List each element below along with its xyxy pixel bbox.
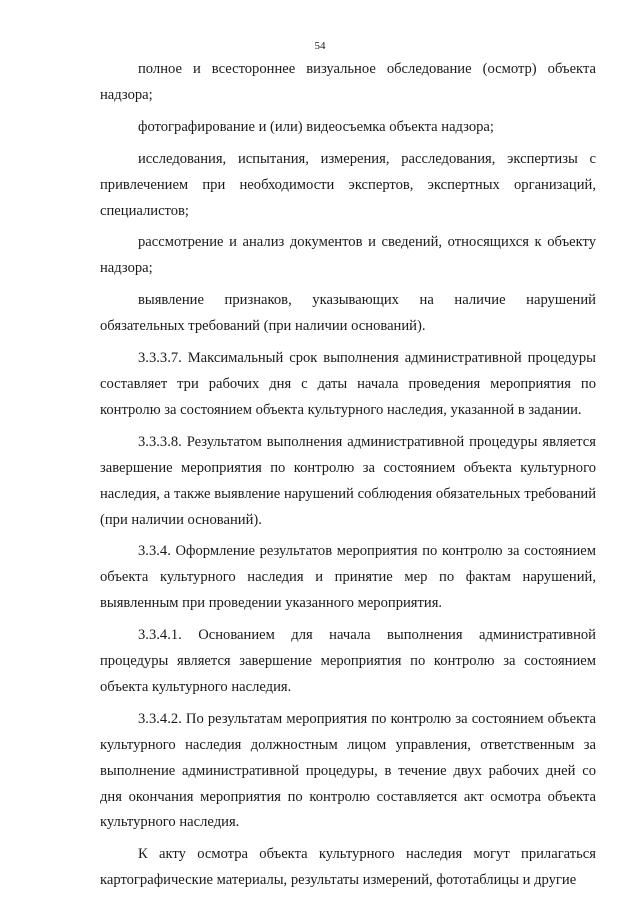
paragraph-research: исследования, испытания, измерения, расследования, экспертизы с привлечением при необходимости экспертов, экспертных организаций, специалистов; [100,150,596,219]
paragraph-3-3-4-1: 3.3.4.1. Основанием для начала выполнения административной процедуры является завершение мероприятия по контролю за состоянием объекта культурного наследия. [100,627,596,695]
page-number: 54 [314,40,326,52]
paragraph-3-3-4: 3.3.4. Оформление результатов мероприятия по контролю за состоянием объекта культурного наследия и принятие мер по фактам нарушений, выявленным при проведении указанного мероприятия. [100,543,596,612]
paragraph-attachments: К акту осмотра объекта культурного наследия могут прилагаться картографические материалы, результаты измерений, фототаблицы и другие [100,846,596,889]
paragraph-3-3-3-8: 3.3.3.8. Результатом выполнения административной процедуры является завершение мероприятия по контролю за состоянием объекта культурного наследия, а также выявление нарушений соблюдения обязательных требований (при наличии оснований). [100,433,596,528]
paragraph-photo: фотографирование и (или) видеосъемка объекта надзора; [138,118,494,135]
document-body [100,57,596,894]
paragraph-inspection: полное и всестороннее визуальное обследование (осмотр) объекта надзора; [100,61,596,103]
paragraph-documents: рассмотрение и анализ документов и сведений, относящихся к объекту надзора; [100,234,596,277]
paragraph-3-3-4-2: 3.3.4.2. По результатам мероприятия по контролю за состоянием объекта культурного наследия должностным лицом управления, ответственным за выполнение административной процедуры, в течение двух рабочих дней со дня окончания мероприятия по контролю составляется акт осмотра объекта культурного наследия. [100,710,596,831]
paragraph-violations: выявление признаков, указывающих на наличие нарушений обязательных требований (при наличии оснований). [100,292,596,335]
paragraph-3-3-3-7: 3.3.3.7. Максимальный срок выполнения административной процедуры составляет три рабочих дня с даты начала проведения мероприятия по контролю за состоянием объекта культурного наследия, указанной в задании. [100,350,596,418]
